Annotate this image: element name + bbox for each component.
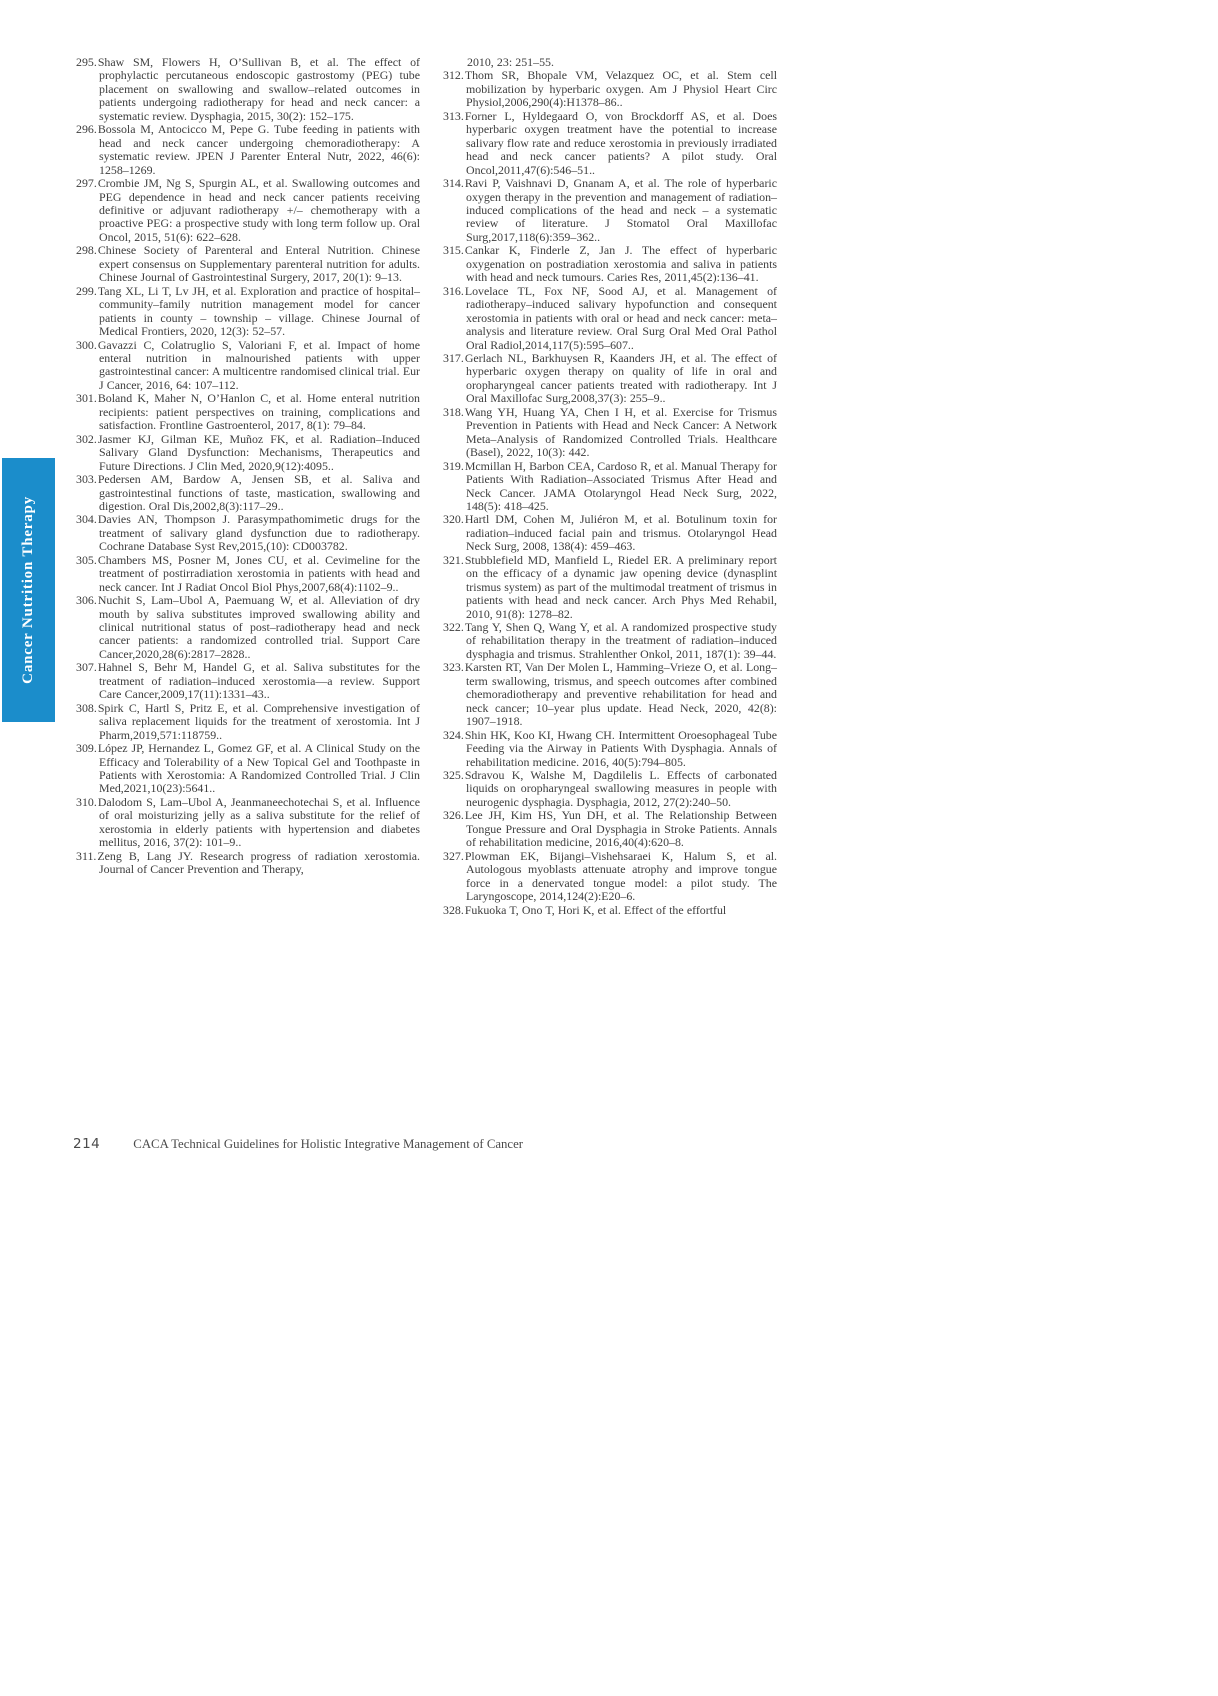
reference-number: 309. [76, 741, 97, 756]
reference-item [443, 769, 777, 809]
reference-text: Thom SR, Bhopale VM, Velazquez OC, et al. Stem cell mobilization by hyperbaric oxygen. Am J Physiol Heart Circ Physiol,2006,290(4):H1378–86.. [464, 68, 777, 110]
reference-number: 325. [443, 768, 464, 783]
reference-number: 313. [443, 108, 464, 123]
reference-item [76, 850, 420, 877]
reference-text: Hahnel S, Behr M, Handel G, et al. Saliva substitutes for the treatment of radiation–induced xerostomia––a review. Support Care Cancer,2009,17(11):1331–43.. [97, 660, 420, 702]
reference-number: 315. [443, 243, 464, 258]
reference-item [443, 460, 777, 514]
reference-item [443, 904, 777, 917]
reference-text: Spirk C, Hartl S, Pritz E, et al. Comprehensive investigation of saliva replacement liquids for the treatment of xerostomia. Int J Pharm,2019,571:118759.. [97, 700, 420, 742]
reference-number: 302. [76, 431, 97, 446]
reference-number: 316. [443, 283, 464, 298]
reference-item [76, 339, 420, 393]
reference-text: Gerlach NL, Barkhuysen R, Kaanders JH, et al. The effect of hyperbaric oxygen therapy on quality of life in oral and oropharyngeal cancer patients treated with radiotherapy. Int J Oral Maxillofac Surg,2008,37(3): 255–9.. [464, 350, 777, 406]
reference-text: Jasmer KJ, Gilman KE, Muñoz FK, et al. Radiation–Induced Salivary Gland Dysfunction: Mechanisms, Therapeutics and Future Directions. J Clin Med, 2020,9(12):4095.. [97, 431, 420, 473]
reference-text: Ravi P, Vaishnavi D, Gnanam A, et al. The role of hyperbaric oxygen therapy in the prevention and management of radiation–induced complications of the head and neck – a systematic review of literature. J Stomatol Oral Maxillofac Surg,2017,118(6):359–362.. [464, 176, 777, 244]
footer-book-title: CACA Technical Guidelines for Holistic Integrative Management of Cancer [133, 1137, 524, 1151]
reference-number: 322. [443, 620, 464, 635]
reference-text: Dalodom S, Lam–Ubol A, Jeanmaneechotechai S, et al. Influence of oral moisturizing jelly as a saliva substitute for the relief of xerostomia in elderly patients with hypertension and diabetes mellitus, 2016, 37(2): 101–9.. [97, 794, 420, 850]
reference-text: Shin HK, Koo KI, Hwang CH. Intermittent Oroesophageal Tube Feeding via the Airway in Patients With Dysphagia. Annals of rehabilitation medicine. 2016, 40(5):794–805. [464, 727, 777, 769]
reference-item [76, 433, 420, 473]
reference-item [76, 285, 420, 339]
reference-number: 303. [76, 472, 97, 487]
reference-number: 321. [443, 552, 464, 567]
reference-number: 311. [76, 848, 97, 863]
reference-text: Wang YH, Huang YA, Chen I H, et al. Exercise for Trismus Prevention in Patients with Head and Neck Cancer: A Network Meta–Analysis of Randomized Controlled Trials. Healthcare (Basel), 2022, 10(3): 442. [464, 404, 777, 460]
reference-item [76, 244, 420, 284]
reference-item [76, 392, 420, 432]
reference-item [443, 850, 777, 904]
reference-item [443, 729, 777, 769]
reference-text: Plowman EK, Bijangi–Vishehsaraei K, Halum S, et al. Autologous myoblasts attenuate atrophy and improve tongue force in a denervated tongue model: a pilot study. The Laryngoscope, 2014,124(2):E20–6. [464, 848, 777, 904]
reference-item [443, 177, 777, 244]
reference-number: 305. [76, 552, 97, 567]
reference-text: Crombie JM, Ng S, Spurgin AL, et al. Swallowing outcomes and PEG dependence in head and neck cancer patients receiving definitive or adjuvant radiotherapy +/– chemotherapy with a proactive PEG: a prospective study with long term follow up. Oral Oncol, 2015, 51(6): 622–628. [97, 176, 420, 244]
reference-number: 328. [443, 902, 464, 917]
references-column-right [443, 56, 777, 917]
reference-number: 326. [443, 808, 464, 823]
reference-item [443, 554, 777, 621]
reference-text: Zeng B, Lang JY. Research progress of radiation xerostomia. Journal of Cancer Prevention and Therapy, [97, 848, 420, 877]
reference-number: 296. [76, 122, 97, 137]
reference-text: Pedersen AM, Bardow A, Jensen SB, et al. Saliva and gastrointestinal functions of taste, mastication, swallowing and digestion. Oral Dis,2002,8(3):117–29.. [97, 472, 420, 513]
references-column-left [76, 56, 420, 877]
reference-number: 327. [443, 848, 464, 863]
reference-item [76, 554, 420, 594]
chapter-tab-label: Cancer Nutrition Therapy [20, 496, 36, 684]
reference-item [76, 594, 420, 661]
reference-number: 295. [76, 55, 97, 69]
reference-item [443, 244, 777, 284]
reference-number: 318. [443, 404, 464, 419]
reference-text: Tang Y, Shen Q, Wang Y, et al. A randomized prospective study of rehabilitation therapy in the treatment of radiation–induced dysphagia and trismus. Strahlenther Onkol, 2011, 187(1): 39–44. [464, 620, 777, 661]
reference-number: 323. [443, 660, 464, 675]
reference-item [76, 473, 420, 513]
reference-number: 300. [76, 337, 97, 352]
reference-item [443, 69, 777, 109]
reference-text: Davies AN, Thompson J. Parasympathomimetic drugs for the treatment of salivary gland dysfunction due to radiotherapy. Cochrane Database Syst Rev,2015,(10): CD003782. [97, 512, 420, 554]
reference-number: 319. [443, 458, 464, 473]
reference-text: Sdravou K, Walshe M, Dagdilelis L. Effects of carbonated liquids on oropharyngeal swallowing measures in people with neurogenic dysphagia. Dysphagia, 2012, 27(2):240–50. [464, 768, 777, 809]
reference-number: 297. [76, 176, 97, 191]
reference-text: 2010, 23: 251–55. [467, 55, 554, 69]
reference-item [76, 123, 420, 177]
reference-item [76, 56, 420, 123]
reference-text: López JP, Hernandez L, Gomez GF, et al. A Clinical Study on the Efficacy and Tolerability of a New Topical Gel and Toothpaste in Patients with Xerostomia: A Randomized Controlled Trial. J Clin Med,2021,10(23):5641.. [97, 741, 420, 796]
reference-text: Karsten RT, Van Der Molen L, Hamming–Vrieze O, et al. Long–term swallowing, trismus, and speech outcomes after combined chemoradiotherapy and preventive rehabilitation for head and neck cancer; 10–year plus update. Head Neck, 2020, 42(8): 1907–1918. [464, 660, 777, 729]
reference-item [76, 702, 420, 742]
reference-text: Tang XL, Li T, Lv JH, et al. Exploration and practice of hospital–community–family nutrition management model for cancer patients in county – township – village. Chinese Journal of Medical Frontiers, 2020, 12(3): 52–57. [97, 283, 420, 339]
reference-item [443, 809, 777, 849]
reference-number: 320. [443, 512, 464, 527]
reference-text: Cankar K, Finderle Z, Jan J. The effect of hyperbaric oxygenation on postradiation xerostomia and saliva in patients with head and neck tumours. Caries Res, 2011,45(2):136–41. [464, 243, 777, 285]
reference-number: 324. [443, 727, 464, 742]
reference-text: Chambers MS, Posner M, Jones CU, et al. Cevimeline for the treatment of postirradiation xerostomia in patients with head and neck cancer. Int J Radiat Oncol Biol Phys,2007,68(4):1102–9.. [97, 552, 420, 594]
reference-item [443, 406, 777, 460]
reference-number: 317. [443, 350, 464, 365]
reference-text: Chinese Society of Parenteral and Enteral Nutrition. Chinese expert consensus on Supplementary parenteral nutrition for adults. Chinese Journal of Gastrointestinal Surgery, 2017, 20(1): 9–13. [97, 243, 420, 285]
reference-item [443, 285, 777, 352]
reference-number: 314. [443, 176, 464, 191]
reference-number: 307. [76, 660, 97, 675]
reference-number: 312. [443, 68, 464, 83]
reference-text: Lee JH, Kim HS, Yun DH, et al. The Relationship Between Tongue Pressure and Oral Dysphagia in Stroke Patients. Annals of rehabilitation medicine, 2016,40(4):620–8. [464, 808, 777, 850]
reference-item [76, 177, 420, 244]
reference-number: 310. [76, 794, 97, 809]
reference-item [443, 352, 777, 406]
reference-item [76, 661, 420, 701]
page-number: 214 [73, 1136, 101, 1152]
chapter-tab [2, 458, 55, 722]
reference-text: Forner L, Hyldegaard O, von Brockdorff AS, et al. Does hyperbaric oxygen treatment have the potential to increase salivary flow rate and reduce xerostomia in previously irradiated head and neck cancer patients? A pilot study. Oral Oncol,2011,47(6):546–51.. [464, 108, 777, 177]
reference-text: Hartl DM, Cohen M, Juliéron M, et al. Botulinum toxin for radiation–induced facial pain and trismus. Otolaryngol Head Neck Surg, 2008, 138(4): 459–463. [464, 512, 777, 554]
reference-number: 299. [76, 283, 97, 298]
reference-item [76, 796, 420, 850]
reference-text: Boland K, Maher N, O’Hanlon C, et al. Home enteral nutrition recipients: patient perspectives on training, complications and satisfaction. Frontline Gastroenterol, 2017, 8(1): 79–84. [97, 391, 420, 433]
page-footer [73, 1136, 523, 1152]
reference-item [76, 513, 420, 553]
reference-text: Gavazzi C, Colatruglio S, Valoriani F, et al. Impact of home enteral nutrition in malnourished patients with upper gastrointestinal cancer: A multicentre randomised clinical trial. Eur J Cancer, 2016, 64: 107–112. [97, 337, 420, 392]
reference-number: 304. [76, 512, 97, 527]
reference-number: 306. [76, 593, 97, 608]
reference-text: Lovelace TL, Fox NF, Sood AJ, et al. Management of radiotherapy–induced salivary hypofunction and consequent xerostomia in patients with oral or head and neck cancer: meta–analysis and literature review. Oral Surg Oral Med Oral Pathol Oral Radiol,2014,117(5):595–607.. [464, 283, 777, 352]
reference-text: Nuchit S, Lam–Ubol A, Paemuang W, et al. Alleviation of dry mouth by saliva substitutes improved swallowing ability and clinical nutritional status of post–radiotherapy head and neck cancer patients: a randomized controlled trial. Support Care Cancer,2020,28(6):2817–2828.. [97, 593, 420, 661]
reference-item [76, 742, 420, 796]
reference-text: Mcmillan H, Barbon CEA, Cardoso R, et al. Manual Therapy for Patients With Radiation–Associated Trismus After Head and Neck Cancer. JAMA Otolaryngol Head Neck Surg, 2022, 148(5): 418–425. [464, 458, 777, 513]
reference-number: 301. [76, 391, 97, 406]
reference-item [443, 56, 777, 69]
reference-item [443, 110, 777, 177]
reference-number: 308. [76, 700, 97, 715]
reference-item [443, 661, 777, 728]
reference-item [443, 513, 777, 553]
reference-text: Bossola M, Antocicco M, Pepe G. Tube feeding in patients with head and neck cancer undergoing chemoradiotherapy: A systematic review. JPEN J Parenter Enteral Nutr, 2022, 46(6): 1258–1269. [97, 122, 420, 177]
reference-text: Fukuoka T, Ono T, Hori K, et al. Effect of the effortful [464, 902, 727, 917]
reference-number: 298. [76, 243, 97, 258]
reference-item [443, 621, 777, 661]
reference-text: Stubblefield MD, Manfield L, Riedel ER. A preliminary report on the efficacy of a dynamic jaw opening device (dynasplint trismus system) as part of the multimodal treatment of trismus in patients with head and neck cancer. Arch Phys Med Rehabil, 2010, 91(8): 1278–82. [464, 552, 777, 621]
reference-text: Shaw SM, Flowers H, O’Sullivan B, et al. The effect of prophylactic percutaneous endoscopic gastrostomy (PEG) tube placement on swallowing and swallow–related outcomes in patients undergoing radiotherapy for head and neck cancer: a systematic review. Dysphagia, 2015, 30(2): 152–175. [97, 55, 420, 123]
